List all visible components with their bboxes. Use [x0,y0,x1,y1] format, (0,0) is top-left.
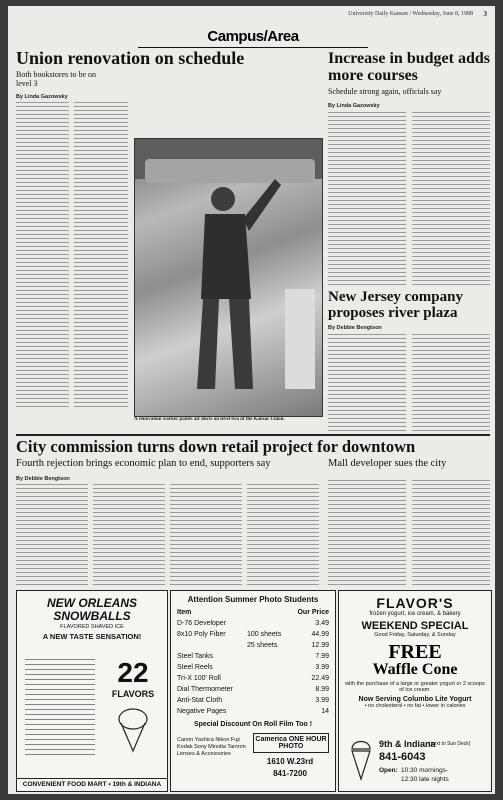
price-price: 22.49 [311,675,329,682]
riverplaza-headline: New Jersey company proposes river plaza [328,289,463,321]
price-price: 7.99 [315,653,329,660]
price-qty: 25 sheets [247,642,278,649]
snowballs-tagline: FLAVORED SHAVED ICE [60,624,124,631]
page-header [16,10,487,20]
hours-line-1: 10:30 mornings- [401,767,448,774]
union-deck: Both bookstores to be on level 3 [16,70,96,88]
price-qty [247,695,293,706]
newspaper-page [8,6,495,794]
open-label: Open: [379,767,398,774]
budget-byline: By Linda Gazowsky [328,103,380,109]
snowballs-slogan: A NEW TASTE SENSATION! [42,632,142,642]
photo-phone: 841-7200 [273,769,307,778]
price-qty [247,684,293,695]
flavors-count: 22 [117,657,149,688]
price-price: 3.49 [315,620,329,627]
price-qty [247,607,293,618]
commission-text-col-3 [170,484,242,586]
price-row [177,651,329,662]
flavors-brand: FLAVOR'S [376,595,454,611]
camerica-logo: Camerica ONE HOUR PHOTO [253,733,329,753]
price-name: Dial Thermometer [177,686,233,693]
price-qty [247,673,293,684]
price-list [177,607,329,717]
commission-text-col-2 [93,484,165,586]
price-row [177,629,329,640]
mallsuit-text-col-2 [412,480,490,586]
price-row [177,684,329,695]
commission-text-col-1 [16,484,88,586]
price-name: 8x10 Poly Fiber [177,631,226,638]
flavors-phone: 841-6043 [379,751,426,763]
union-byline: By Linda Gazowsky [16,94,68,100]
budget-text-col-2 [412,112,490,287]
price-price: 44.99 [311,631,329,638]
worker-figure [135,139,322,416]
union-photo-caption: A renovation worker paints air ducts on level two of the Kansas Union. [134,417,285,422]
riverplaza-byline: By Debbie Bengtson [328,325,382,331]
flavors-location: 9th & Indiana [379,739,436,749]
serving-note: • no cholesterol • no fat • lower in calories [364,702,466,709]
hours-line-2: 12:30 late nights [401,776,449,783]
snowballs-title: NEW ORLEANS SNOWBALLS [47,596,137,623]
budget-text-col-1 [328,112,406,287]
price-price: 12.99 [311,642,329,649]
yogurt-cone-icon [349,737,373,781]
price-name: Steel Tanks [177,653,214,660]
price-name: Anti-Stat Cloth [177,697,223,704]
price-row [177,640,329,651]
commission-byline: By Debbie Bengtson [16,476,70,482]
price-name: Steel Reels [177,664,213,671]
snowballs-footer: CONVENIENT FOOD MART • 19th & INDIANA [17,778,167,788]
riverplaza-text-col-1 [328,334,406,432]
commission-deck: Fourth rejection brings economic plan to end, supporters say [16,458,271,469]
photo-address: 1610 W.23rd [266,757,314,766]
price-row [177,673,329,684]
price-row [177,662,329,673]
flavors-ad [338,590,492,792]
serving-line: Now Serving Columbo Lite Yogurt [358,695,472,703]
mallsuit-deck: Mall developer sues the city [328,458,447,469]
commission-text-col-4 [247,484,319,586]
snowcone-icon [115,707,151,753]
price-name: Tri-X 100' Roll [177,675,221,682]
renovation-photo [134,138,323,417]
page-number: 3 [483,10,487,18]
date-line: University Daily Kansan / Wednesday, June 8, 1988 [348,11,473,17]
price-name: Negative Pages [177,708,227,715]
union-text-col-1 [16,102,69,408]
union-headline: Union renovation on schedule [16,48,245,68]
flavor-list [25,659,95,757]
budget-deck: Schedule strong again, officials say [328,87,442,96]
price-qty [247,618,293,629]
mallsuit-text-col-1 [328,480,406,586]
price-price: 8.99 [315,686,329,693]
price-row [177,695,329,706]
weekend-special: WEEKEND SPECIAL [361,620,469,632]
flavors-label: FLAVORS [111,689,155,699]
price-row [177,706,329,717]
price-qty [247,662,293,673]
riverplaza-text-col-2 [412,334,490,432]
price-row [177,618,329,629]
photo-supplies-ad [170,590,336,792]
price-price: 3.99 [315,697,329,704]
offer-note: with the purchase of a large or greater yogurt or 2 scoops of ice cream. [345,680,485,693]
price-qty: 100 sheets [247,631,282,638]
section-divider [16,434,490,436]
price-name: D-76 Developer [177,620,227,627]
budget-headline: Increase in budget adds more courses [328,50,490,84]
photo-ad-title: Attention Summer Photo Students [187,595,319,604]
photo-brands: Canon Yashica Nikon Fuji Kodak Sony Minolta Tamron Lenses & Accessories [177,737,246,758]
price-row [177,607,329,618]
union-text-col-2 [74,102,128,408]
special-days: Good Friday, Saturday, & Sunday [374,632,456,638]
price-qty [247,651,293,662]
offer-free: FREE [388,641,442,663]
snowballs-ad [16,590,168,792]
price-price: Our Price [297,609,329,616]
photo-special: Special Discount On Roll Film Too ! [193,721,313,728]
price-name [177,640,247,651]
commission-headline: City commission turns down retail project for downtown [16,437,416,456]
flavors-sub: frozen yogurt, ice cream, & bakery [369,611,461,617]
offer-waffle-cone: Waffle Cone [372,661,458,678]
flavors-location-note: (next to Sun Deck) [429,741,471,747]
price-price: 3.99 [315,664,329,671]
section-title: Campus/Area [138,28,368,48]
price-qty [247,706,293,717]
price-name: Item [177,609,192,616]
price-price: 14 [321,708,329,715]
